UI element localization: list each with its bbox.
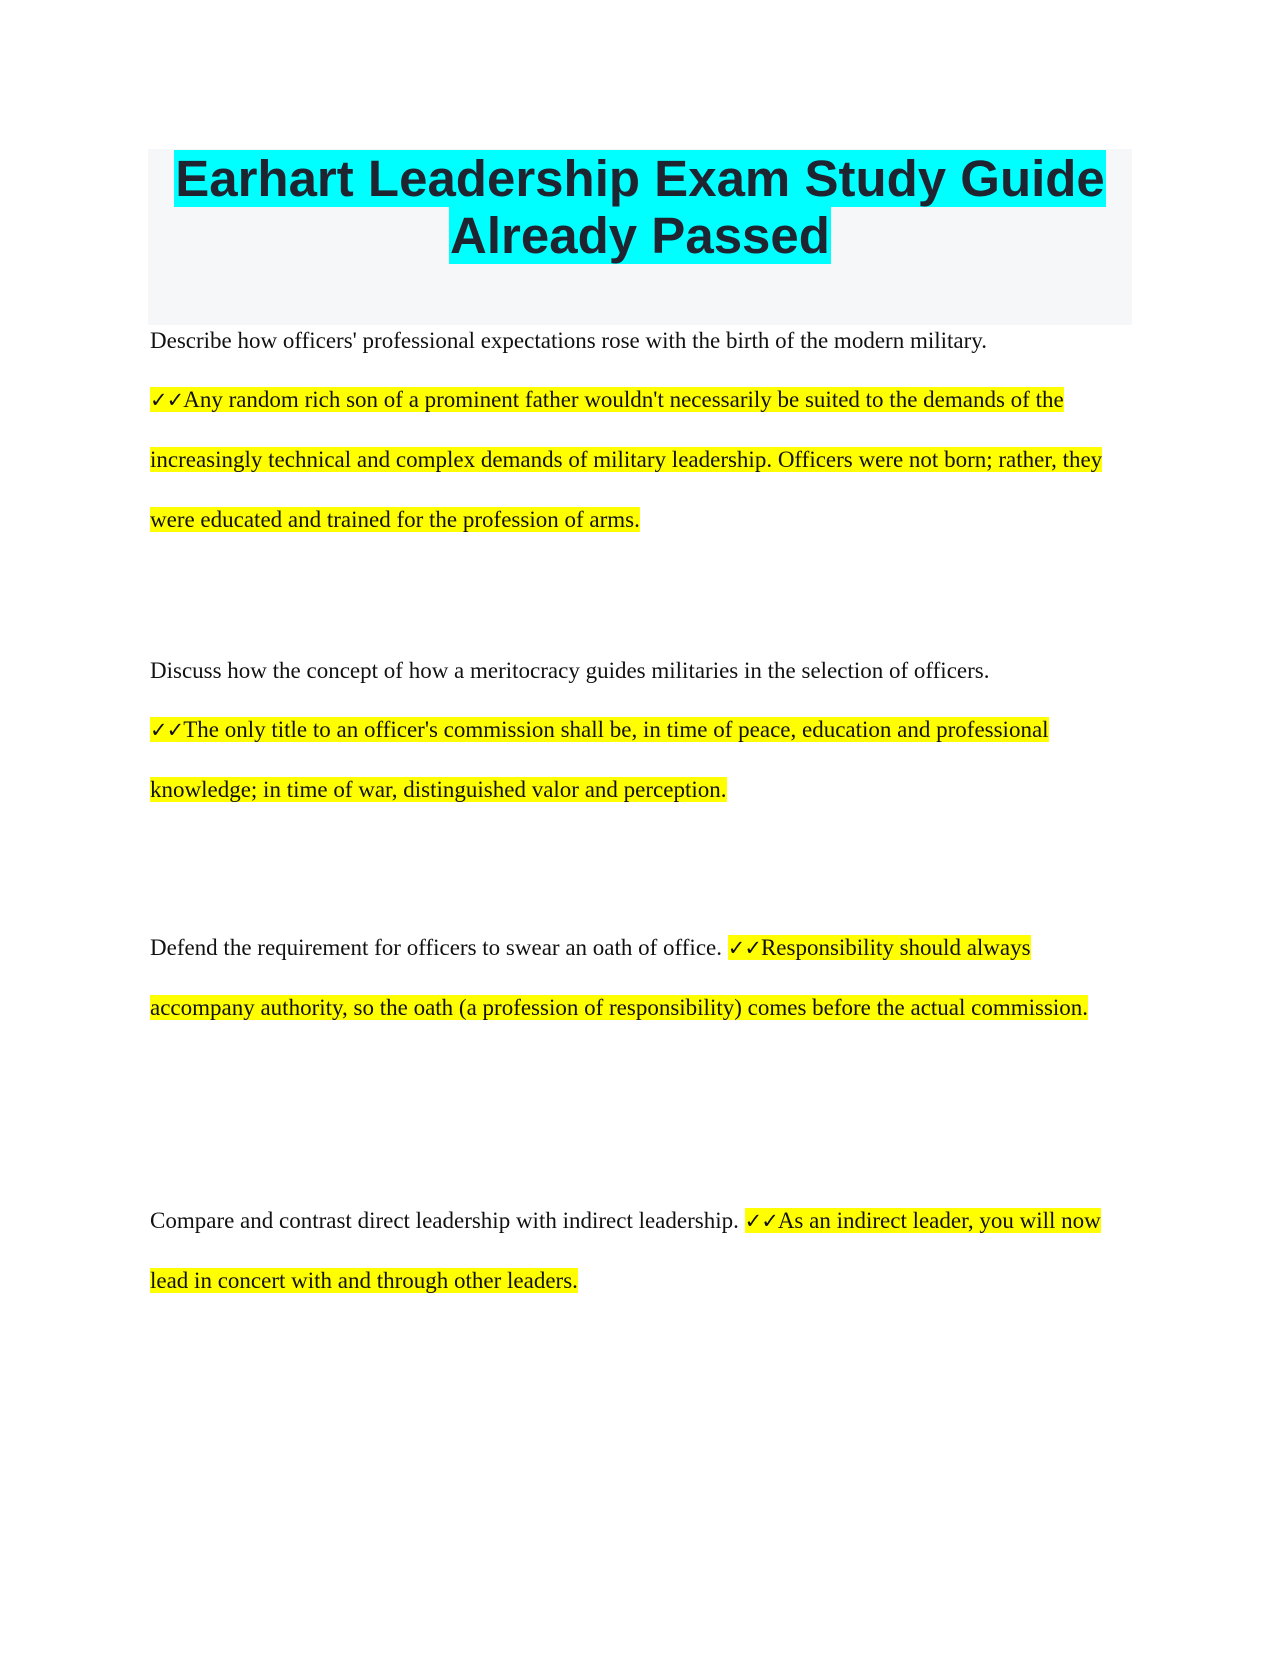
answer-text: As an indirect leader, you will now lead in concert with and through other leaders. (150, 1208, 1101, 1293)
answer-text: Any random rich son of a prominent father wouldn't necessarily be suited to the demands of the increasingly technical and complex demands of military leadership. Officers were not born; rather, they were educated and trained for the profession of arms. (150, 387, 1103, 532)
double-check-icon: ✓✓ (744, 1209, 778, 1233)
answer-highlight (150, 387, 1102, 532)
double-check-icon: ✓✓ (150, 388, 184, 412)
question-text: Compare and contrast direct leadership with indirect leadership. (150, 1208, 739, 1233)
answer-paragraph (150, 700, 1130, 820)
question-text: Describe how officers' professional expectations rose with the birth of the modern military. (150, 328, 988, 353)
document-title (148, 150, 1132, 264)
study-item-2 (150, 640, 1130, 820)
double-check-icon: ✓✓ (727, 936, 761, 960)
title-line-2: Already Passed (450, 207, 830, 264)
title-line-1: Earhart Leadership Exam Study Guide (175, 150, 1105, 207)
answer-highlight (150, 717, 1049, 802)
question-text: Discuss how the concept of how a meritocracy guides militaries in the selection of officers. (150, 658, 990, 683)
double-check-icon: ✓✓ (150, 718, 184, 742)
answer-paragraph (150, 370, 1130, 550)
answer-text: The only title to an officer's commission shall be, in time of peace, education and professional knowledge; in time of war, distinguished valor and perception. (150, 717, 1049, 802)
study-item-1 (150, 310, 1130, 550)
question-text: Defend the requirement for officers to swear an oath of office. (150, 935, 722, 960)
answer-text: Responsibility should always accompany authority, so the oath (a profession of responsibility) comes before the actual commission. (150, 935, 1089, 1020)
study-item-4 (150, 1191, 1130, 1311)
study-item-3 (150, 918, 1130, 1038)
